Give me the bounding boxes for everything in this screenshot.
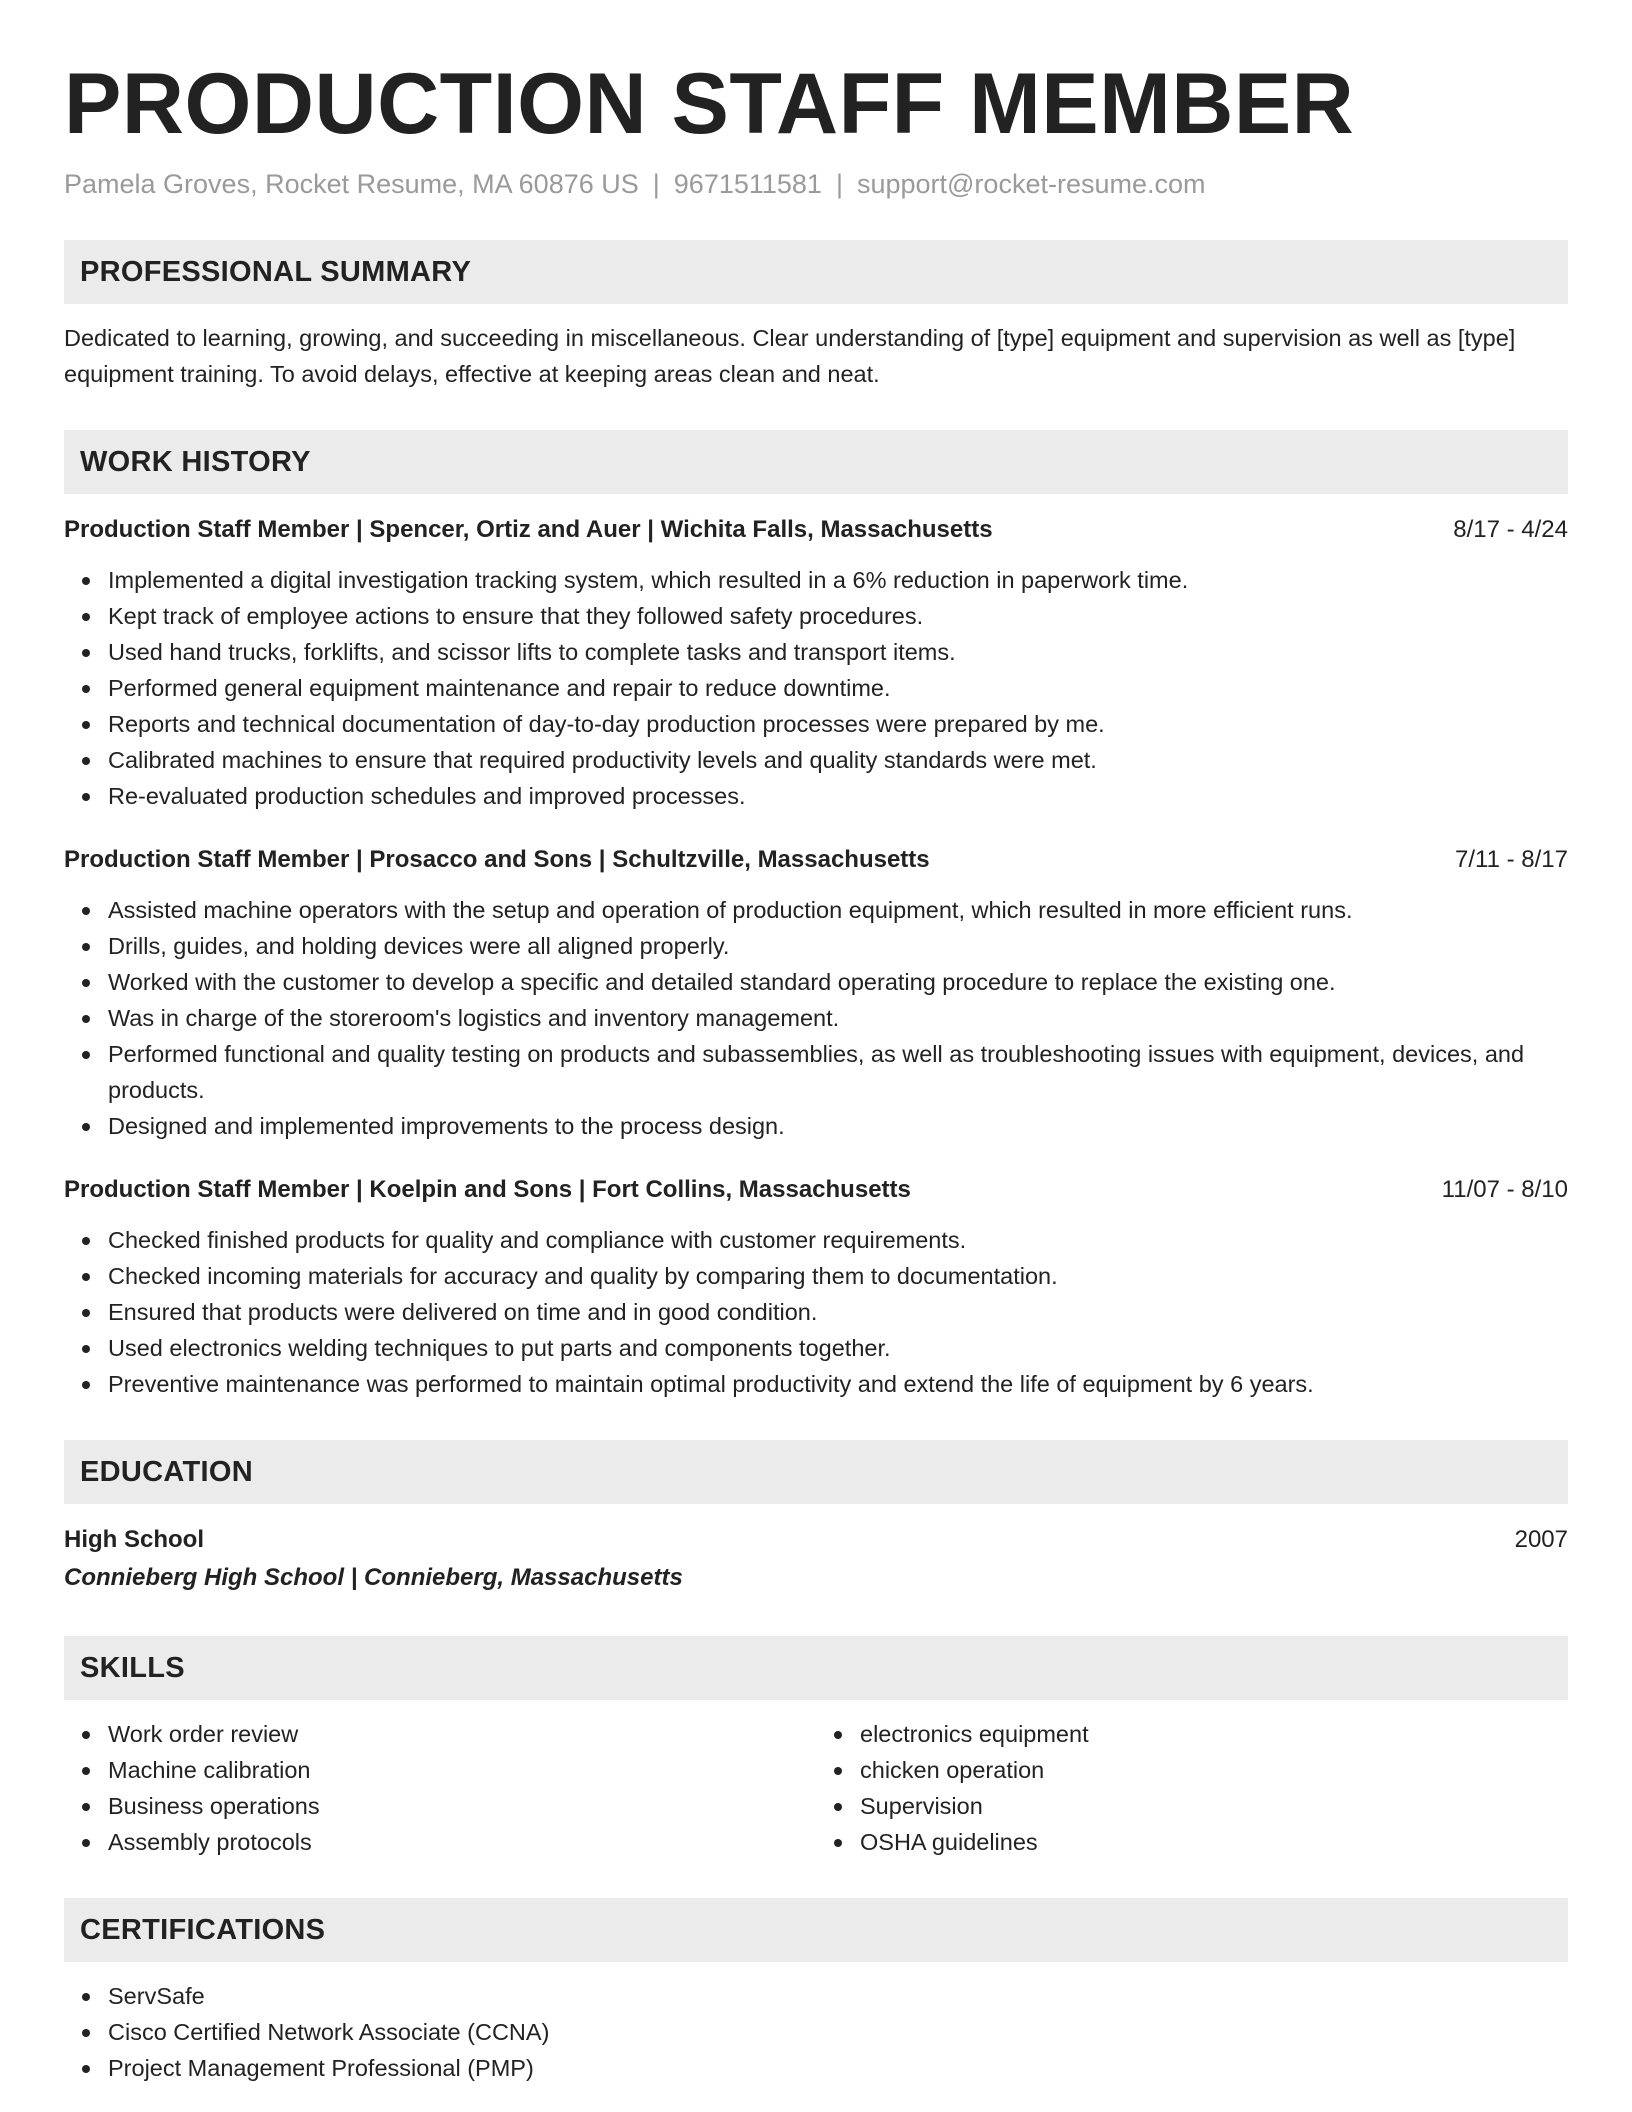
- list-item: Preventive maintenance was performed to maintain optimal productivity and extend the life of equipment by 6 years.: [64, 1366, 1568, 1402]
- job-dates: 8/17 - 4/24: [1453, 516, 1568, 543]
- job-entry: [64, 512, 1568, 814]
- list-item: Drills, guides, and holding devices were all aligned properly.: [64, 928, 1568, 964]
- education-year: 2007: [1514, 1526, 1568, 1553]
- list-item: Project Management Professional (PMP): [64, 2050, 1568, 2086]
- list-item: Calibrated machines to ensure that required productivity levels and quality standards were met.: [64, 742, 1568, 778]
- job-bullets: [64, 1222, 1568, 1402]
- skills-list-right: [816, 1716, 1568, 1860]
- section-header-education: EDUCATION: [64, 1440, 1568, 1504]
- job-entry: [64, 1172, 1568, 1402]
- contact-email: support@rocket-resume.com: [856, 169, 1206, 199]
- section-header-certifications: CERTIFICATIONS: [64, 1898, 1568, 1962]
- education-header: [64, 1522, 1568, 1558]
- list-item: Was in charge of the storeroom's logistics and inventory management.: [64, 1000, 1568, 1036]
- list-item: ServSafe: [64, 1978, 1568, 2014]
- list-item: Designed and implemented improvements to the process design.: [64, 1108, 1568, 1144]
- certifications-list: [64, 1978, 1568, 2086]
- education-degree: High School: [64, 1526, 204, 1553]
- contact-separator: |: [835, 169, 843, 199]
- contact-line: [64, 166, 1568, 202]
- contact-address: Pamela Groves, Rocket Resume, MA 60876 US: [64, 169, 639, 199]
- job-entry: [64, 842, 1568, 1144]
- job-header: [64, 512, 1568, 548]
- list-item: Assisted machine operators with the setup and operation of production equipment, which resulted in more efficient runs.: [64, 892, 1568, 928]
- list-item: Ensured that products were delivered on time and in good condition.: [64, 1294, 1568, 1330]
- resume-title: PRODUCTION STAFF MEMBER: [64, 56, 1355, 152]
- section-header-summary: PROFESSIONAL SUMMARY: [64, 240, 1568, 304]
- list-item: Performed functional and quality testing on products and subassemblies, as well as troubleshooting issues with equipment, devices, and products.: [64, 1036, 1568, 1108]
- job-header: [64, 842, 1568, 878]
- list-item: Assembly protocols: [64, 1824, 816, 1860]
- list-item: Cisco Certified Network Associate (CCNA): [64, 2014, 1568, 2050]
- job-dates: 7/11 - 8/17: [1455, 846, 1568, 873]
- list-item: Re-evaluated production schedules and improved processes.: [64, 778, 1568, 814]
- summary-text: Dedicated to learning, growing, and succeeding in miscellaneous. Clear understanding of [type] equipment and supervision as well as [type] equipment training. To avoid delays, effective at keeping areas clean and neat.: [64, 325, 1516, 387]
- job-title: Production Staff Member | Koelpin and Sons | Fort Collins, Massachusetts: [64, 1176, 911, 1203]
- skills-column-right: [816, 1716, 1568, 1860]
- skills-column-left: [64, 1716, 816, 1860]
- job-header: [64, 1172, 1568, 1208]
- list-item: Performed general equipment maintenance and repair to reduce downtime.: [64, 670, 1568, 706]
- job-dates: 11/07 - 8/10: [1441, 1176, 1568, 1203]
- list-item: Used hand trucks, forklifts, and scissor lifts to complete tasks and transport items.: [64, 634, 1568, 670]
- list-item: Checked finished products for quality and compliance with customer requirements.: [64, 1222, 1568, 1258]
- list-item: Business operations: [64, 1788, 816, 1824]
- list-item: Kept track of employee actions to ensure that they followed safety procedures.: [64, 598, 1568, 634]
- job-bullets: [64, 562, 1568, 814]
- skills-list-left: [64, 1716, 816, 1860]
- section-header-work-history: WORK HISTORY: [64, 430, 1568, 494]
- list-item: electronics equipment: [816, 1716, 1568, 1752]
- job-bullets: [64, 892, 1568, 1144]
- list-item: Supervision: [816, 1788, 1568, 1824]
- education-entry: [64, 1522, 1568, 1598]
- skills-grid: [64, 1716, 1568, 1860]
- contact-phone: 9671511581: [673, 169, 822, 199]
- list-item: Used electronics welding techniques to put parts and components together.: [64, 1330, 1568, 1366]
- list-item: Checked incoming materials for accuracy and quality by comparing them to documentation.: [64, 1258, 1568, 1294]
- job-title: Production Staff Member | Prosacco and Sons | Schultzville, Massachusetts: [64, 846, 930, 873]
- list-item: Worked with the customer to develop a specific and detailed standard operating procedure to replace the existing one.: [64, 964, 1568, 1000]
- list-item: Implemented a digital investigation tracking system, which resulted in a 6% reduction in paperwork time.: [64, 562, 1568, 598]
- list-item: Work order review: [64, 1716, 816, 1752]
- section-header-skills: SKILLS: [64, 1636, 1568, 1700]
- list-item: Machine calibration: [64, 1752, 816, 1788]
- job-title: Production Staff Member | Spencer, Ortiz and Auer | Wichita Falls, Massachusetts: [64, 516, 993, 543]
- contact-separator: |: [652, 169, 660, 199]
- list-item: chicken operation: [816, 1752, 1568, 1788]
- list-item: OSHA guidelines: [816, 1824, 1568, 1860]
- list-item: Reports and technical documentation of day-to-day production processes were prepared by me.: [64, 706, 1568, 742]
- education-school: Connieberg High School | Connieberg, Massachusetts: [64, 1564, 683, 1591]
